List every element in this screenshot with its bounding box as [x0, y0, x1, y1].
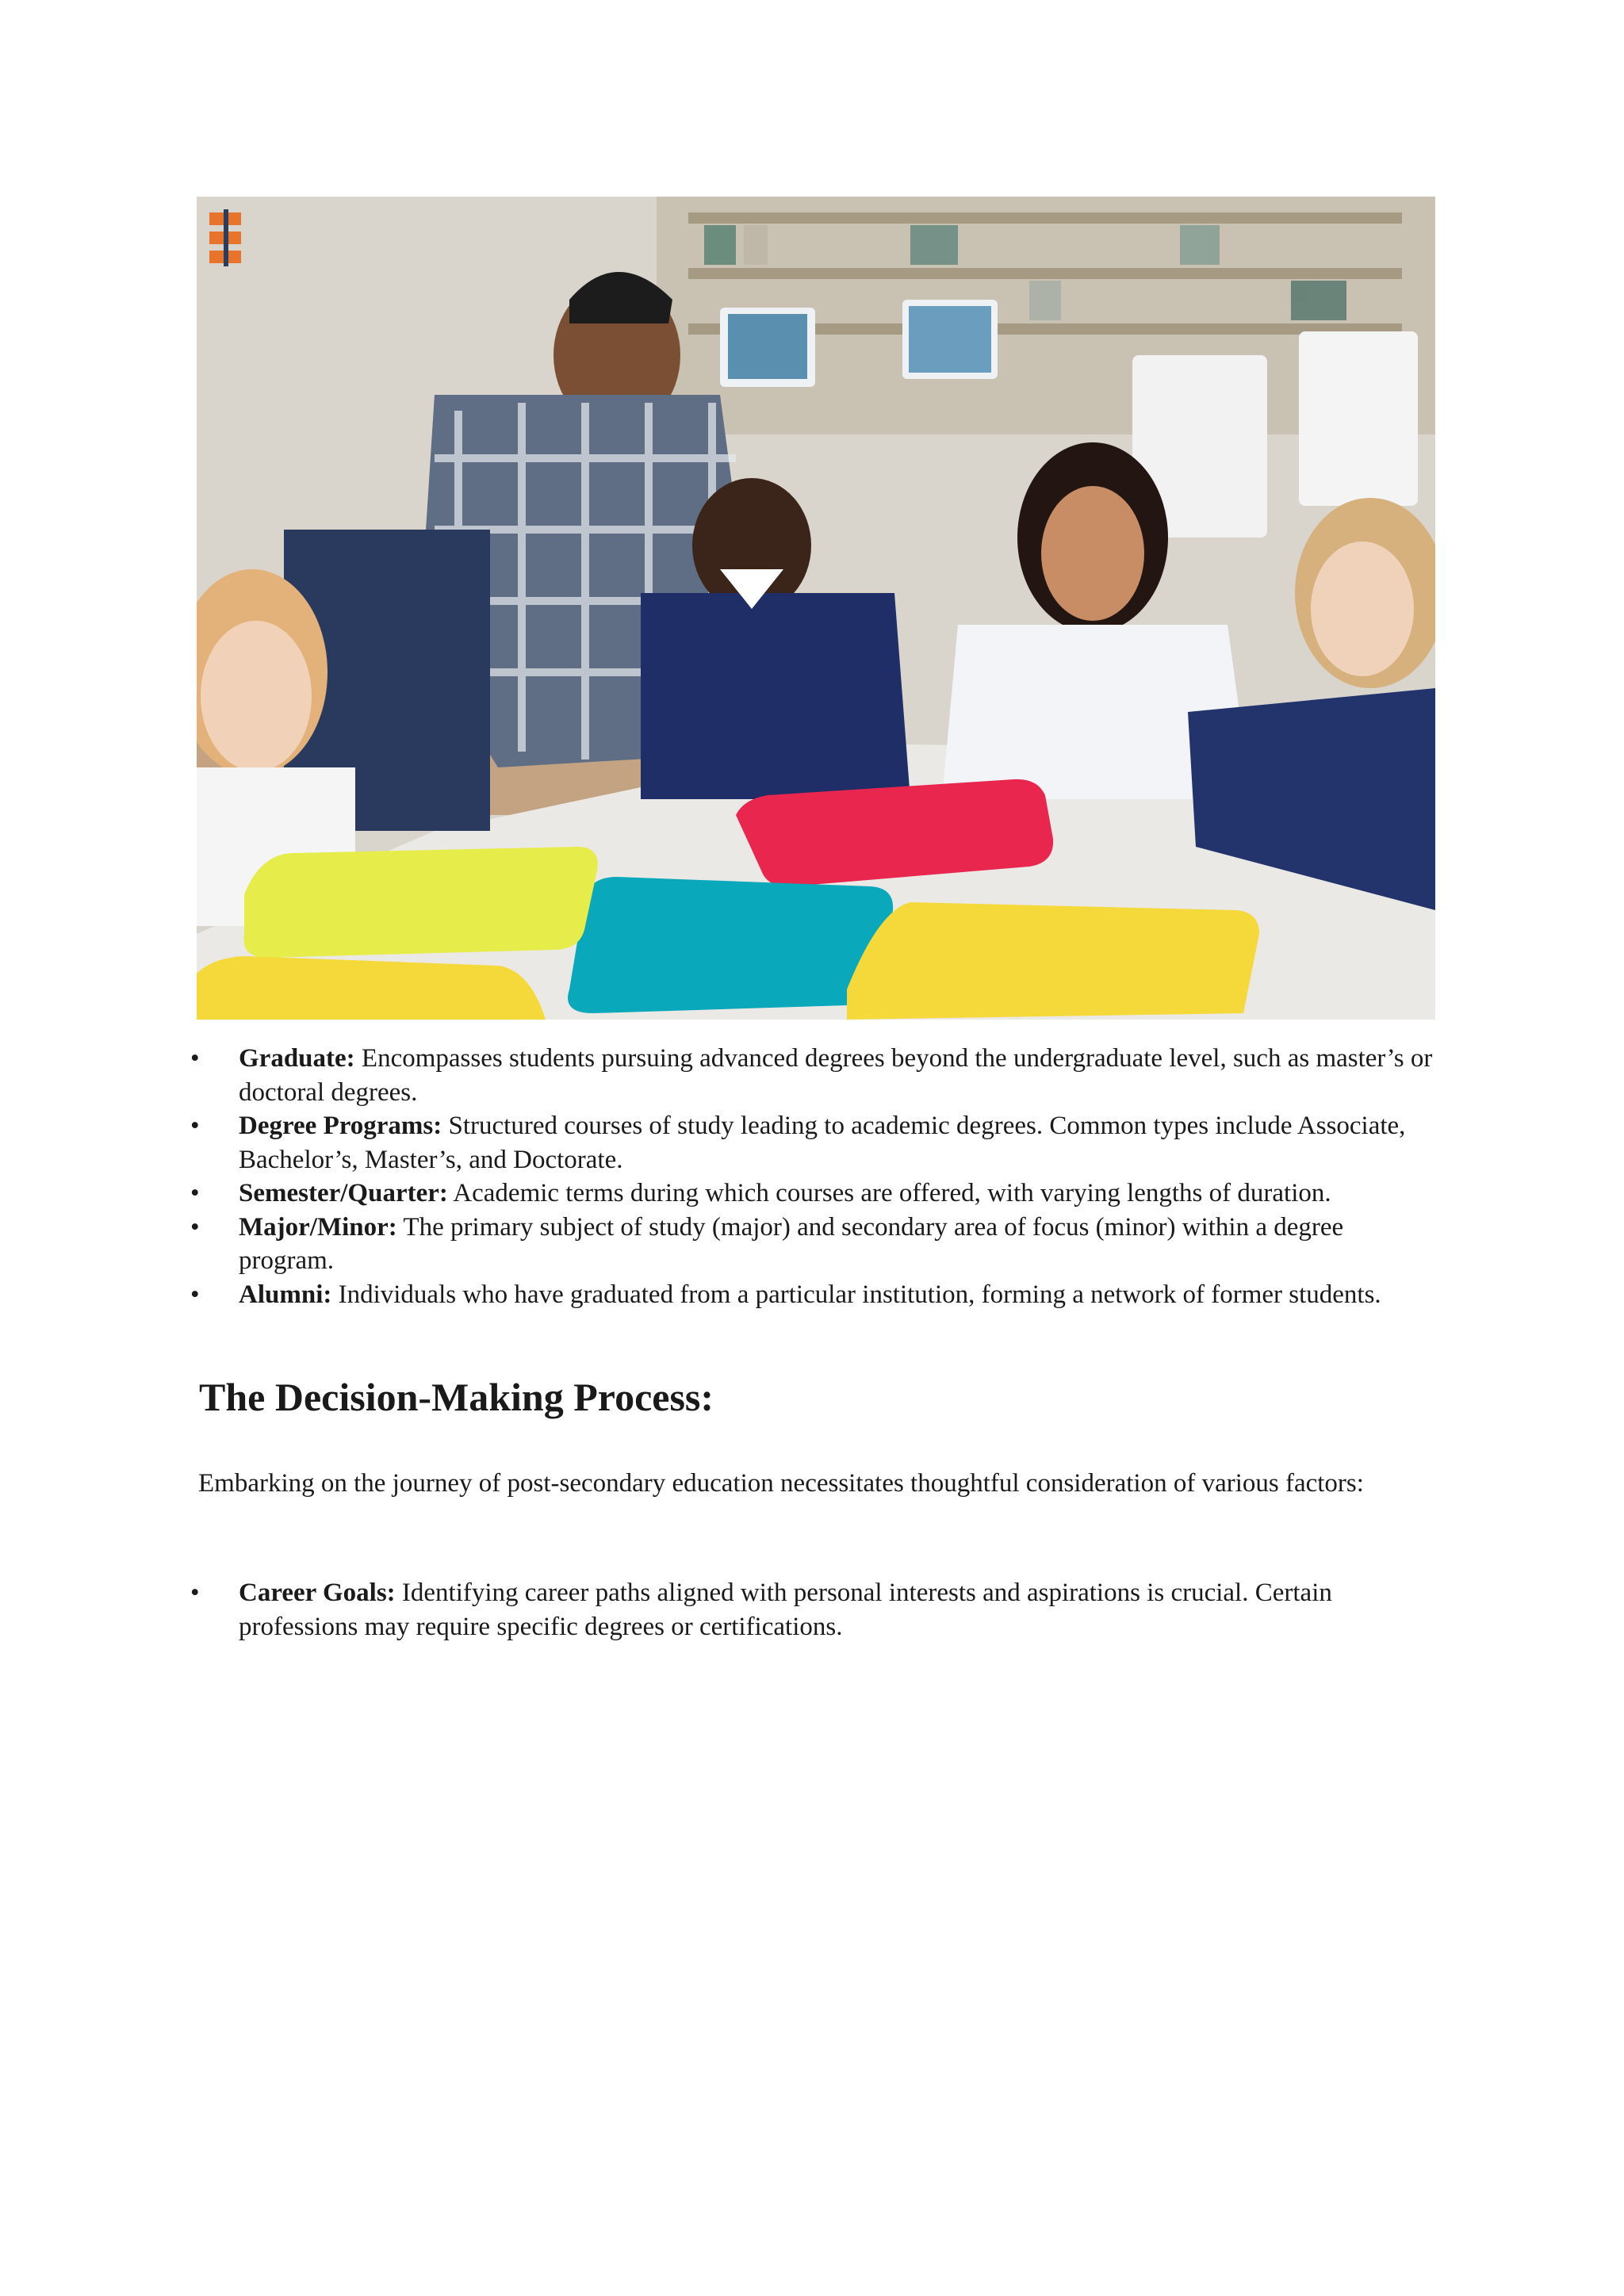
- term-label: Degree Programs:: [239, 1112, 442, 1140]
- list-item: [197, 1177, 1442, 1211]
- section-intro: Embarking on the journey of post-secondary education necessitates thoughtful consideration of various factors:: [198, 1469, 1364, 1498]
- classroom-photo: [197, 197, 1435, 1020]
- term-text: Structured courses of study leading to academic degrees. Common types include Associate, Bachelor’s, Master’s, and Doctorate.: [239, 1112, 1406, 1174]
- factors-list: [197, 1576, 1442, 1644]
- term-label: Career Goals:: [239, 1578, 396, 1607]
- list-item: [197, 1109, 1442, 1177]
- classroom-illustration: [197, 197, 1435, 1020]
- term-label: Graduate:: [239, 1044, 355, 1073]
- term-text: Academic terms during which courses are offered, with varying lengths of duration.: [447, 1179, 1331, 1207]
- section-heading: The Decision-Making Process:: [199, 1375, 714, 1419]
- list-item: [197, 1211, 1442, 1278]
- logo-icon: [209, 209, 241, 266]
- list-item: [197, 1278, 1442, 1312]
- term-text: The primary subject of study (major) and secondary area of focus (minor) within a degree program.: [239, 1212, 1344, 1275]
- term-text: Identifying career paths aligned with personal interests and aspirations is crucial. Certain professions may require specific degrees or certifications.: [239, 1578, 1332, 1641]
- term-text: Individuals who have graduated from a particular institution, forming a network of former students.: [331, 1280, 1381, 1309]
- term-text: Encompasses students pursuing advanced degrees beyond the undergraduate level, such as master’s or doctoral degrees.: [239, 1044, 1433, 1107]
- term-label: Alumni:: [239, 1280, 332, 1309]
- list-item: [197, 1576, 1442, 1644]
- term-label: Major/Minor:: [239, 1212, 397, 1242]
- term-label: Semester/Quarter:: [239, 1179, 448, 1207]
- terms-list: [197, 1042, 1442, 1311]
- list-item: [197, 1042, 1442, 1109]
